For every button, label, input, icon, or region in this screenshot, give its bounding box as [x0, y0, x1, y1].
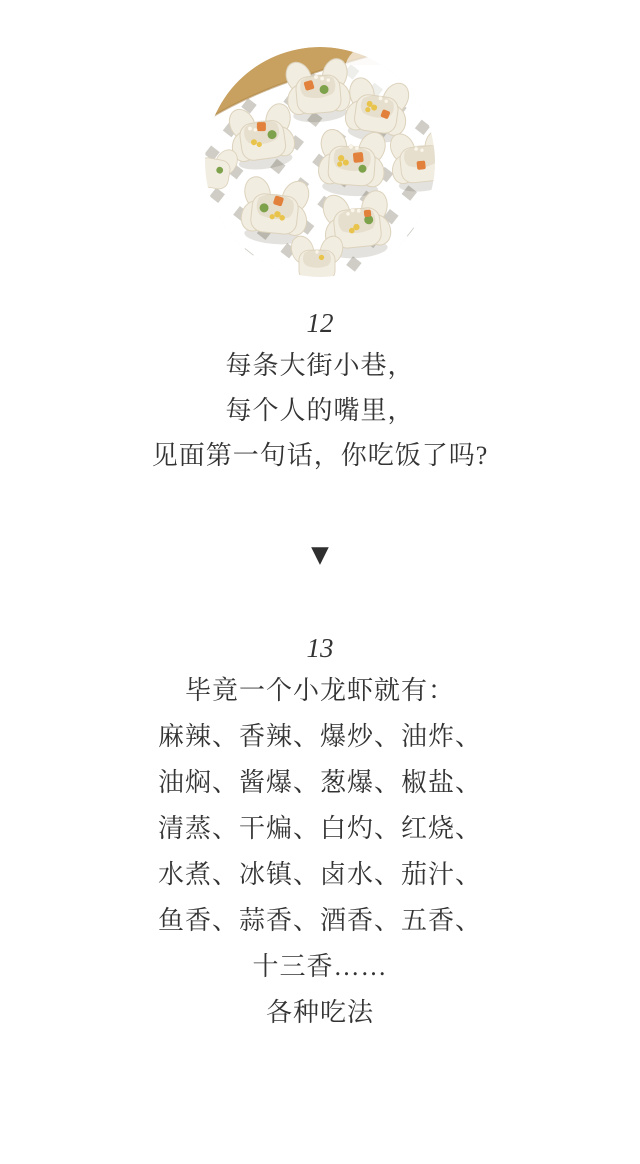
- text-line: 毕竟一个小龙虾就有：: [184, 676, 455, 705]
- text-line: 油焖、酱爆、葱爆、椒盐、: [157, 768, 482, 797]
- section-number-13: 13: [306, 633, 334, 663]
- section-number-12: 12: [306, 308, 334, 338]
- text-line: 十三香……: [252, 952, 388, 981]
- section-13: [0, 628, 640, 1036]
- text-line: 鱼香、蒜香、酒香、五香、: [157, 906, 482, 935]
- text-line: 麻辣、香辣、爆炒、油炸、: [157, 722, 482, 751]
- text-line: 各种吃法: [265, 998, 374, 1027]
- dumplings-photo-illustration: [205, 47, 435, 277]
- text-line: 水煮、冰镇、卤水、茄汁、: [157, 860, 482, 889]
- section-12: [0, 303, 640, 478]
- text-line: 见面第一句话，你吃饭了吗?: [151, 441, 489, 470]
- hero-image: [205, 47, 435, 277]
- down-triangle-icon: ▼: [311, 542, 329, 568]
- text-line: 清蒸、干煸、白灼、红烧、: [157, 814, 482, 843]
- text-line: 每条大街小巷，: [225, 351, 415, 380]
- article-page: [0, 47, 640, 1164]
- text-line: 每个人的嘴里，: [225, 396, 415, 425]
